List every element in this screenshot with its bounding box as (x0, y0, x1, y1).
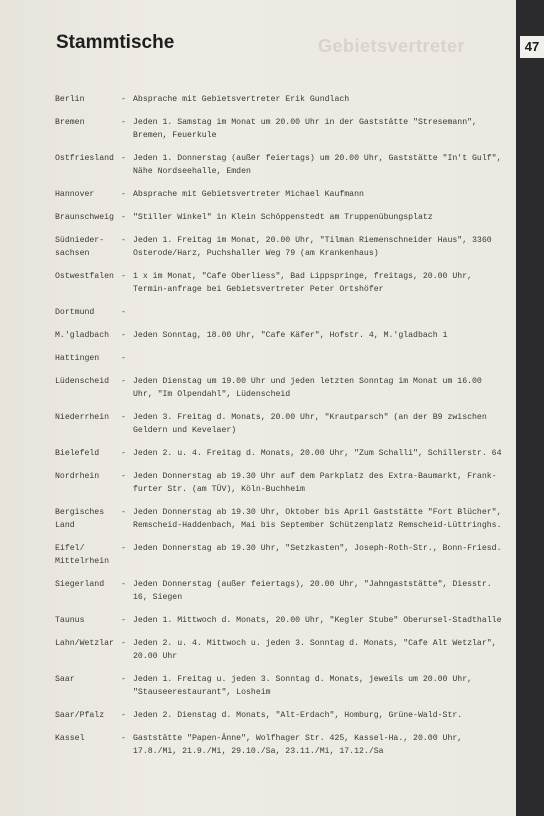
dash-separator: - (121, 118, 126, 127)
region-label: Saar (55, 675, 75, 684)
region-label: Hannover (55, 190, 95, 199)
dash-separator: - (121, 213, 126, 222)
region-label: Nordrhein (55, 472, 100, 481)
list-item (52, 411, 504, 437)
region-label: Bergisches Land (55, 508, 105, 530)
dash-separator: - (121, 580, 126, 589)
dash-separator: - (121, 354, 126, 363)
entry-detail: Jeden 2. u. 4. Mittwoch u. jeden 3. Sonntag d. Monats, "Cafe Alt Wetzlar", 20.00 Uhr (133, 639, 497, 661)
list-item (52, 542, 504, 568)
region-label: Lahn/Wetzlar (55, 639, 114, 648)
dash-separator: - (121, 154, 126, 163)
region-label: Dortmund (55, 308, 95, 317)
dash-separator: - (121, 413, 126, 422)
region-label: Bielefeld (55, 449, 100, 458)
book-spine (516, 0, 544, 816)
region-label: Ostwestfalen (55, 272, 114, 281)
list-item (52, 709, 504, 722)
dash-separator: - (121, 734, 126, 743)
entry-detail: Jeden 3. Freitag d. Monats, 20.00 Uhr, "Krautparsch" (an der B9 zwischen Geldern und Kevelaer) (133, 413, 487, 435)
entry-detail: Jeden 1. Mittwoch d. Monats, 20.00 Uhr, "Kegler Stube" Oberursel-Stadthalle (133, 616, 502, 625)
region-label: Saar/Pfalz (55, 711, 105, 720)
region-label: Braunschweig (55, 213, 114, 222)
entry-detail: Gaststätte "Papen-Änne", Wolfhager Str. 425, Kassel-Ha., 20.00 Uhr, 17.8./Mi, 21.9./Mi, 29.10./Sa, 23.11./Mi, 17.12./Sa (133, 734, 463, 756)
entry-detail: Jeden 1. Donnerstag (außer feiertags) um 20.00 Uhr, Gaststätte "In't Gulf", Nähe Nordseehalle, Emden (133, 154, 502, 176)
page-title: Stammtische (56, 32, 175, 53)
list-item (52, 375, 504, 401)
region-label: Lüdenscheid (55, 377, 110, 386)
list-item (52, 270, 504, 296)
entry-detail: Absprache mit Gebietsvertreter Erik Gundlach (133, 95, 350, 104)
list-item (52, 578, 504, 604)
entry-detail: Jeden Sonntag, 18.00 Uhr, "Cafe Käfer", Hofstr. 4, M.'gladbach 1 (133, 331, 448, 340)
entry-detail: Absprache mit Gebietsvertreter Michael Kaufmann (133, 190, 364, 199)
dash-separator: - (121, 308, 126, 317)
region-label: Eifel/ Mittelrhein (55, 544, 110, 566)
region-label: M.'gladbach (55, 331, 110, 340)
entry-detail: Jeden Donnerstag ab 19.30 Uhr auf dem Parkplatz des Extra-Baumarkt, Frank-furter Str. (am TÜV), Köln-Buchheim (133, 472, 497, 494)
bleed-through-text: Gebietsvertreter (318, 36, 466, 56)
dash-separator: - (121, 639, 126, 648)
dash-separator: - (121, 331, 126, 340)
dash-separator: - (121, 190, 126, 199)
entry-detail: Jeden 1. Samstag im Monat um 20.00 Uhr in der Gaststätte "Stresemann", Bremen, Feuerkule (133, 118, 477, 140)
entry-detail: Jeden Donnerstag ab 19.30 Uhr, "Setzkasten", Joseph-Roth-Str., Bonn-Friesd. (133, 544, 502, 553)
list-item (52, 93, 504, 106)
entry-detail: Jeden 2. u. 4. Freitag d. Monats, 20.00 Uhr, "Zum Schalli", Schillerstr. 64 (133, 449, 502, 458)
list-item (52, 352, 504, 365)
list-item (52, 329, 504, 342)
entry-detail (133, 352, 504, 365)
list-item (52, 637, 504, 663)
dash-separator: - (121, 675, 126, 684)
entry-detail: Jeden 1. Freitag u. jeden 3. Sonntag d. Monats, jeweils um 20.00 Uhr, "Stauseerestaurant", Losheim (133, 675, 473, 697)
list-item (52, 188, 504, 201)
entry-detail: Jeden Donnerstag (außer feiertags), 20.00 Uhr, "Jahngaststätte", Diesstr. 16, Siegen (133, 580, 492, 602)
dash-separator: - (121, 544, 126, 553)
list-item (52, 234, 504, 260)
region-label: Ostfriesland (55, 154, 114, 163)
list-item (52, 614, 504, 627)
list-item (52, 116, 504, 142)
dash-separator: - (121, 616, 126, 625)
dash-separator: - (121, 508, 126, 517)
list-item (52, 732, 504, 758)
dash-separator: - (121, 95, 126, 104)
entry-detail: 1 x im Monat, "Cafe Oberliess", Bad Lippspringe, freitags, 20.00 Uhr, Termin-anfrage bei Gebietsvertreter Peter Ortshöfer (133, 272, 473, 294)
entry-detail: "Stiller Winkel" in Klein Schöppenstedt am Truppenübungsplatz (133, 213, 433, 222)
page-number: 47 (520, 36, 544, 58)
list-item (52, 673, 504, 699)
dash-separator: - (121, 236, 126, 245)
region-label: Niederrhein (55, 413, 110, 422)
dash-separator: - (121, 449, 126, 458)
entry-detail (133, 306, 504, 319)
list-item (52, 306, 504, 319)
stammtische-list (52, 93, 504, 758)
entry-detail: Jeden 1. Freitag im Monat, 20.00 Uhr, "Tilman Riemenschneider Haus", 3360 Osterode/Harz, Puchshaller Weg 79 (am Krankenhaus) (133, 236, 492, 258)
region-label: Hattingen (55, 354, 100, 363)
dash-separator: - (121, 472, 126, 481)
region-label: Kassel (55, 734, 85, 743)
dash-separator: - (121, 377, 126, 386)
entry-detail: Jeden 2. Dienstag d. Monats, "Alt-Erdach", Homburg, Grüne-Wald-Str. (133, 711, 463, 720)
region-label: Siegerland (55, 580, 105, 589)
list-item (52, 506, 504, 532)
dash-separator: - (121, 272, 126, 281)
list-item (52, 152, 504, 178)
region-label: Bremen (55, 118, 85, 127)
entry-detail: Jeden Donnerstag ab 19.30 Uhr, Oktober bis April Gaststätte "Fort Blücher", Remscheid-Haddenbach, Mai bis September Schützenplatz Remscheid-Lüttringhs. (133, 508, 502, 530)
region-label: Südnieder-sachsen (55, 236, 105, 258)
dash-separator: - (121, 711, 126, 720)
region-label: Berlin (55, 95, 85, 104)
list-item (52, 470, 504, 496)
list-item (52, 211, 504, 224)
entry-detail: Jeden Dienstag um 19.00 Uhr und jeden letzten Sonntag im Monat um 16.00 Uhr, "Im Olpendahl", Lüdenscheid (133, 377, 482, 399)
region-label: Taunus (55, 616, 85, 625)
list-item (52, 447, 504, 460)
